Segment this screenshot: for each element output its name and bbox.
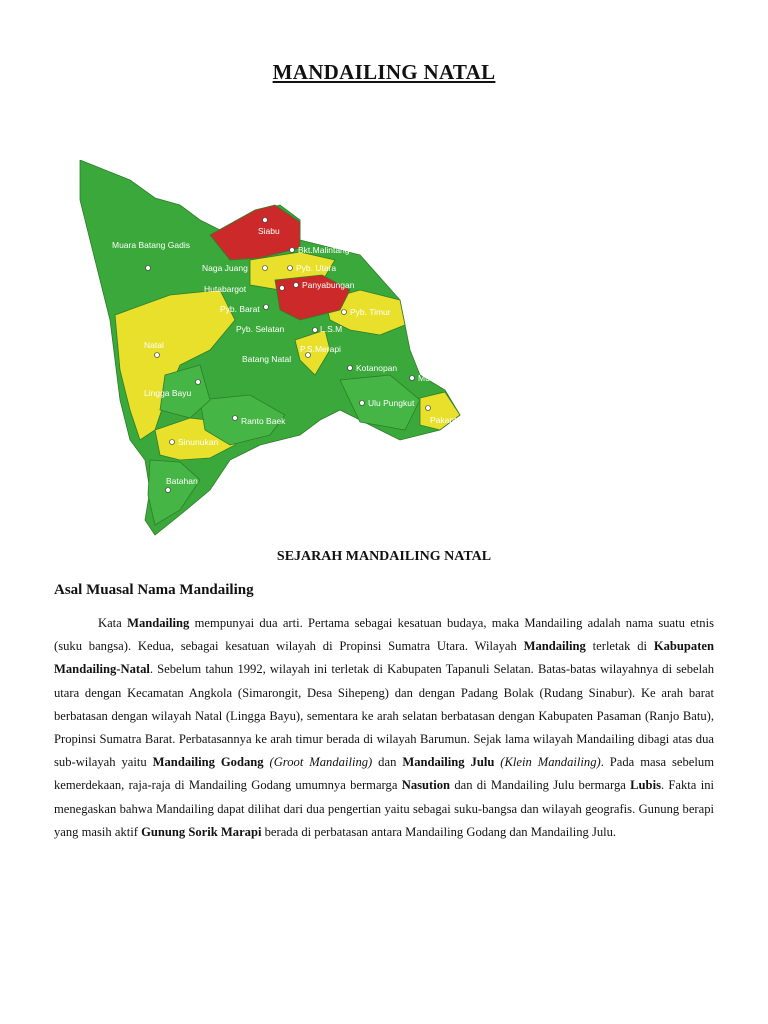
map-dot bbox=[263, 266, 268, 271]
map-dot bbox=[313, 328, 318, 333]
text-run: dan di Mandailing Julu bermarga bbox=[450, 778, 631, 793]
map-dot bbox=[360, 401, 365, 406]
map-dot bbox=[233, 416, 238, 421]
map-label: Bkt.Malintang bbox=[298, 245, 350, 255]
subheading: Asal Muasal Nama Mandailing bbox=[54, 582, 254, 598]
text-run: . Fakta ini menegaskan bahwa Mandailing dapat dilihat dari dua pengertian yaitu sebagai suku-bangsa dan wilayah geografis. Gunung berapi yang masih aktif bbox=[54, 778, 714, 839]
map-dot bbox=[426, 406, 431, 411]
map-dot bbox=[410, 376, 415, 381]
italic-term: (Groot Mandailing) bbox=[263, 755, 373, 770]
map-label: Siabu bbox=[258, 226, 280, 236]
bold-term: Mandailing bbox=[523, 639, 586, 654]
map-dot bbox=[288, 266, 293, 271]
bold-term: Nasution bbox=[401, 778, 451, 793]
bold-term: Kabupaten Mandailing-Natal bbox=[54, 639, 715, 677]
text-run: dan bbox=[372, 755, 403, 770]
body-paragraph bbox=[54, 612, 714, 844]
map-label: Pyb. Timur bbox=[350, 307, 391, 317]
map-dot bbox=[290, 248, 295, 253]
bold-term: Mandailing Julu bbox=[402, 755, 495, 770]
map-dot bbox=[166, 488, 171, 493]
text-run: Kata bbox=[98, 616, 128, 630]
italic-term: (Klein Mandailing) bbox=[494, 755, 601, 770]
map-label: Natal bbox=[144, 340, 164, 350]
text-run: terletak di bbox=[585, 639, 654, 654]
text-run: mempunyai dua arti. Pertama sebagai kesatuan budaya, maka Mandailing adalah nama suatu etnis (suku bangsa). Kedua, sebagai kesatuan wilayah di Propinsi Sumatra Utara. Wilayah bbox=[54, 616, 715, 654]
map-label: L.S.M bbox=[320, 324, 343, 334]
map-dot bbox=[146, 266, 151, 271]
district-map bbox=[60, 160, 510, 540]
body-text bbox=[54, 612, 714, 844]
map-label: Pyb. Barat bbox=[220, 304, 260, 314]
map-label: Pyb. Selatan bbox=[236, 324, 285, 334]
map-dot bbox=[170, 440, 175, 445]
map-label: Sinunukan bbox=[178, 437, 219, 447]
bold-term: Mandailing Godang bbox=[152, 755, 264, 770]
map-dot bbox=[280, 286, 285, 291]
section-heading: SEJARAH MANDAILING NATAL bbox=[276, 549, 492, 564]
map-label: P.S.Merapi bbox=[300, 344, 341, 354]
map-dot bbox=[155, 353, 160, 358]
map-label: Naga Juang bbox=[202, 263, 248, 273]
map-label: Muara Sipongi bbox=[418, 373, 473, 383]
map-dot bbox=[342, 310, 347, 315]
text-run: . Sebelum tahun 1992, wilayah ini terletak di Kabupaten Tapanuli Selatan. Batas-batas wilayahnya di sebelah utara dengan Kecamatan Angkola (Simarongit, Desa Sihepeng) dan dengan Padang Bolak (Rudang Sinabur). Ke arah barat berbatasan dengan wilayah Natal (Lingga Bayu), sementara ke arah selatan berbatasan dengan Kabupaten Pasaman (Ranjo Batu), Propinsi Sumatra Barat. Perbatasannya ke arah timur berada di wilayah Barumun. Sejak lama wilayah Mandailing dibagi atas dua sub-wilayah yaitu bbox=[54, 662, 714, 770]
map-dot bbox=[348, 366, 353, 371]
map-label: Lingga Bayu bbox=[144, 388, 192, 398]
map-svg bbox=[60, 160, 510, 540]
map-label: Panyabungan bbox=[302, 280, 355, 290]
bold-term: Gunung Sorik Marapi bbox=[141, 824, 262, 839]
map-dot bbox=[294, 283, 299, 288]
map-label: Pyb. Utara bbox=[296, 263, 337, 273]
map-label: Ranto Baek bbox=[241, 416, 286, 426]
map-label: Kotanopan bbox=[356, 363, 398, 373]
region-siabu bbox=[210, 205, 300, 260]
map-dot bbox=[264, 305, 269, 310]
text-run: berada di perbatasan antara Mandailing Godang dan Mandailing Julu. bbox=[261, 824, 617, 839]
map-label: Batang Natal bbox=[242, 354, 292, 364]
text-run: . Pada masa sebelum kemerdekaan, raja-raja di Mandailing Godang umumnya bermarga bbox=[54, 755, 714, 793]
map-label: Hutabargot bbox=[204, 284, 247, 294]
map-label: Batahan bbox=[166, 476, 198, 486]
map-dot bbox=[263, 218, 268, 223]
bold-term: Mandailing bbox=[127, 616, 190, 630]
map-dot bbox=[196, 380, 201, 385]
map-label: Pakantan bbox=[430, 415, 466, 425]
map-label: Muara Batang Gadis bbox=[112, 240, 190, 250]
page-title: MANDAILING NATAL bbox=[272, 60, 496, 84]
bold-term: Lubis bbox=[630, 778, 661, 793]
map-label: Ulu Pungkut bbox=[368, 398, 415, 408]
